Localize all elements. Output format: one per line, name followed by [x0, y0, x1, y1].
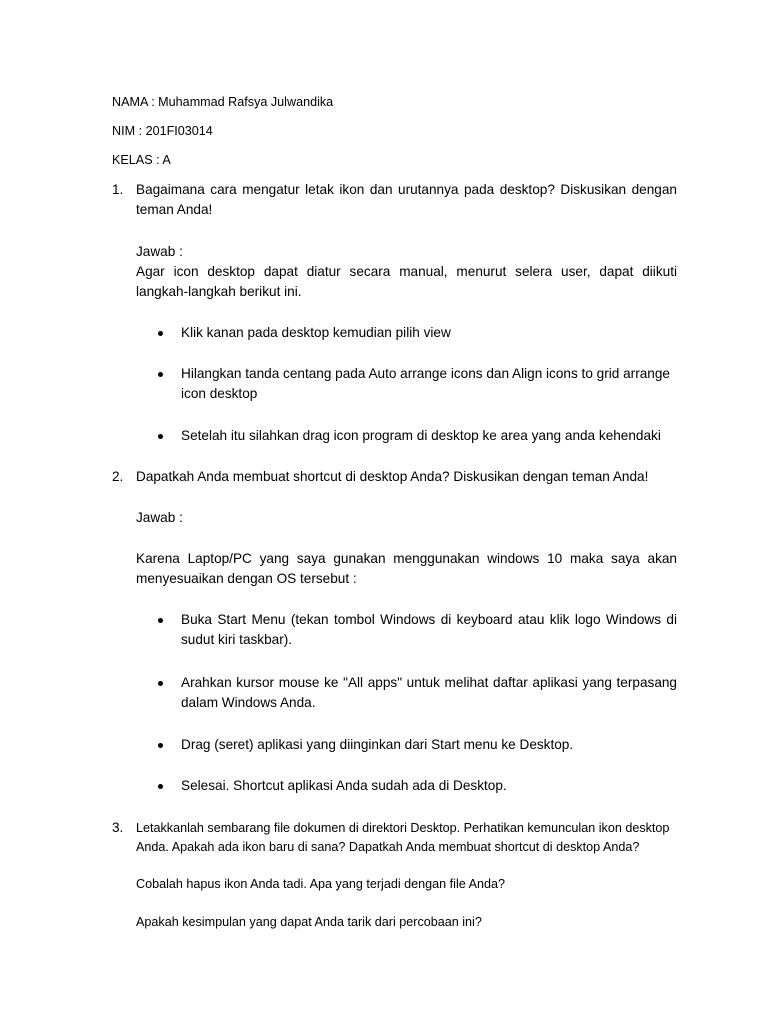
- question-1-line-1: Bagaimana cara mengatur letak ikon dan urutannya pada desktop? Diskusikan dengan: [136, 182, 677, 197]
- question-3-line-4: Apakah kesimpulan yang dapat Anda tarik dari percobaan ini?: [136, 915, 482, 929]
- bullet-icon: [158, 743, 163, 748]
- answer-1-step-2-line-2: icon desktop: [181, 386, 258, 401]
- answer-1-step-3: Setelah itu silahkan drag icon program di desktop ke area yang anda kehendaki: [181, 428, 661, 443]
- answer-1-line-2: langkah-langkah berikut ini.: [136, 284, 302, 299]
- question-3-line-3: Cobalah hapus ikon Anda tadi. Apa yang terjadi dengan file Anda?: [136, 877, 506, 891]
- answer-2-line-2: menyesuaikan dengan OS tersebut :: [136, 571, 357, 586]
- answer-1-label: Jawab :: [136, 244, 183, 259]
- answer-1-line-1: Agar icon desktop dapat diatur secara manual, menurut selera user, dapat diikuti: [136, 264, 677, 279]
- answer-2-label: Jawab :: [136, 510, 183, 525]
- answer-2-step-2-line-1: Arahkan kursor mouse ke "All apps" untuk melihat daftar aplikasi yang terpasang: [181, 675, 677, 690]
- answer-2-step-2-line-2: dalam Windows Anda.: [181, 695, 316, 710]
- answer-2-step-1-line-1: Buka Start Menu (tekan tombol Windows di keyboard atau klik logo Windows di: [181, 612, 677, 627]
- question-1-line-2: teman Anda!: [136, 202, 213, 217]
- student-name: NAMA : Muhammad Rafsya Julwandika: [112, 95, 334, 109]
- question-3-line-1: Letakkanlah sembarang file dokumen di direktori Desktop. Perhatikan kemunculan ikon desktop: [136, 821, 670, 835]
- answer-1-step-2-line-1: Hilangkan tanda centang pada Auto arrange icons dan Align icons to grid arrange: [181, 366, 670, 381]
- answer-2-step-3: Drag (seret) aplikasi yang diinginkan dari Start menu ke Desktop.: [181, 737, 574, 752]
- bullet-icon: [158, 372, 163, 377]
- answer-2-line-1: Karena Laptop/PC yang saya gunakan menggunakan windows 10 maka saya akan: [136, 551, 677, 566]
- bullet-icon: [158, 681, 163, 686]
- student-class: KELAS : A: [112, 153, 171, 167]
- bullet-icon: [158, 618, 163, 623]
- answer-1-step-1: Klik kanan pada desktop kemudian pilih view: [181, 325, 451, 340]
- answer-2-step-1-line-2: sudut kiri taskbar).: [181, 632, 293, 647]
- answer-2-step-4: Selesai. Shortcut aplikasi Anda sudah ada di Desktop.: [181, 778, 507, 793]
- question-1-number: 1.: [112, 182, 124, 197]
- student-nim: NIM : 201FI03014: [112, 124, 213, 138]
- bullet-icon: [158, 434, 163, 439]
- bullet-icon: [158, 784, 163, 789]
- bullet-icon: [158, 331, 163, 336]
- question-2-text: Dapatkah Anda membuat shortcut di desktop Anda? Diskusikan dengan teman Anda!: [136, 469, 649, 484]
- question-3-line-2: Anda. Apakah ada ikon baru di sana? Dapatkah Anda membuat shortcut di desktop Anda?: [136, 840, 640, 854]
- question-3-number: 3.: [112, 820, 124, 835]
- question-2-number: 2.: [112, 469, 124, 484]
